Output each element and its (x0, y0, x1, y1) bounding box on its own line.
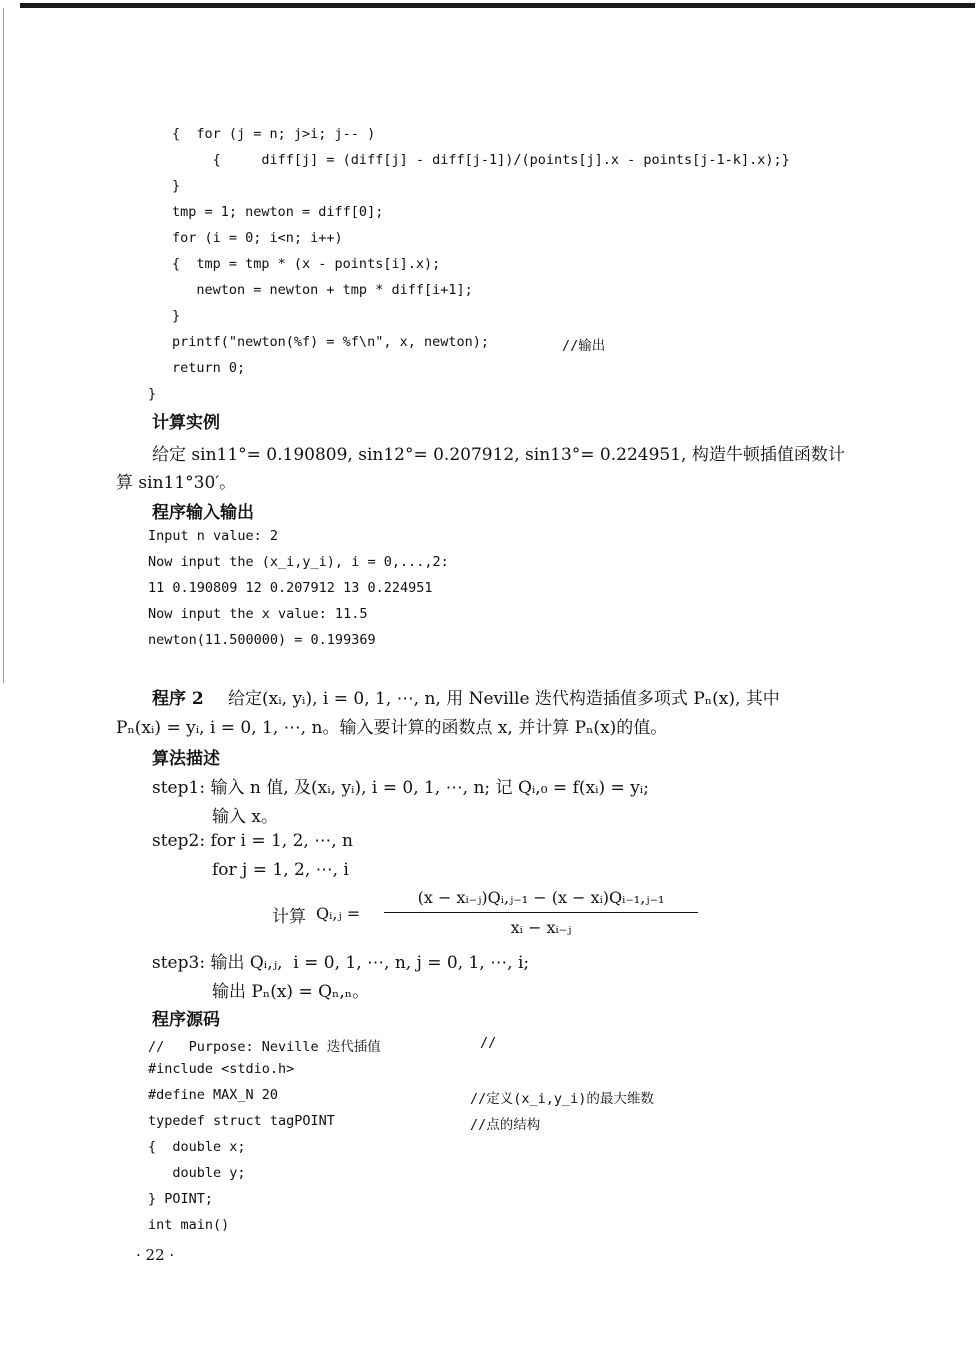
code-line: { tmp = tmp * (x - points[i].x); (172, 256, 441, 272)
program-description-line: Pₙ(xᵢ) = yᵢ, i = 0, 1, ⋯, n。输入要计算的函数点 x, 并计算 Pₙ(x)的值。 (116, 718, 668, 738)
io-line: newton(11.500000) = 0.199369 (148, 632, 376, 648)
fraction-bar (384, 912, 698, 913)
io-line: Now input the x value: 11.5 (148, 606, 368, 622)
io-line: Now input the (x_i,y_i), i = 0,...,2: (148, 554, 449, 570)
left-margin-line (3, 8, 4, 683)
code-line: { diff[j] = (diff[j] - diff[j-1])/(points[j].x - points[j-1-k].x);} (172, 152, 790, 168)
code-line: return 0; (172, 360, 246, 376)
source-heading: 程序源码 (152, 1010, 220, 1030)
page-number: · 22 · (136, 1246, 175, 1264)
example-text-line: 给定 sin11°= 0.190809, sin12°= 0.207912, sin13°= 0.224951, 构造牛顿插值函数计 (152, 445, 845, 465)
top-rule (20, 3, 975, 8)
code-comment: //定义(x_i,y_i)的最大维数 (470, 1091, 654, 1107)
code-comment: //输出 (562, 338, 606, 354)
code-line: for (i = 0; i<n; i++) (172, 230, 343, 246)
code-line: } (172, 308, 181, 324)
io-line: Input n value: 2 (148, 528, 279, 544)
algorithm-heading: 算法描述 (152, 749, 220, 769)
code-line: tmp = 1; newton = diff[0]; (172, 204, 384, 220)
code-line: double y; (148, 1165, 246, 1181)
code-line: { double x; (148, 1139, 246, 1155)
code-line: } POINT; (148, 1191, 214, 1207)
program-description-line: 给定(xᵢ, yᵢ), i = 0, 1, ⋯, n, 用 Neville 迭代构造插值多项式 Pₙ(x), 其中 (228, 689, 780, 709)
formula-numerator: (x − xᵢ₋ⱼ)Qᵢ,ⱼ₋₁ − (x − xᵢ)Qᵢ₋₁,ⱼ₋₁ (417, 888, 665, 907)
example-text-line: 算 sin11°30′。 (116, 473, 237, 493)
code-line: { for (j = n; j>i; j-- ) (172, 126, 376, 142)
formula-denominator: xᵢ − xᵢ₋ⱼ (510, 918, 572, 937)
code-line: #define MAX_N 20 (148, 1087, 279, 1103)
step3-line: step3: 输出 Qᵢ,ⱼ, i = 0, 1, ⋯, n, j = 0, 1, ⋯, i; (152, 953, 530, 973)
step1-line: 输入 x。 (212, 807, 278, 827)
step2-line: for j = 1, 2, ⋯, i (212, 860, 349, 880)
program-label: 程序 2 (152, 689, 204, 709)
step1-line: step1: 输入 n 值, 及(xᵢ, yᵢ), i = 0, 1, ⋯, n; 记 Qᵢ,₀ = f(xᵢ) = yᵢ; (152, 778, 649, 798)
code-line: } (148, 386, 157, 402)
code-line: // Purpose: Neville 迭代插值 (148, 1039, 381, 1055)
code-line: typedef struct tagPOINT (148, 1113, 335, 1129)
step2-line: step2: for i = 1, 2, ⋯, n (152, 831, 353, 851)
code-comment: // (480, 1035, 497, 1051)
code-line: } (172, 178, 181, 194)
code-line: newton = newton + tmp * diff[i+1]; (172, 282, 473, 298)
io-line: 11 0.190809 12 0.207912 13 0.224951 (148, 580, 433, 596)
code-line: #include <stdio.h> (148, 1061, 295, 1077)
formula-lhs: Qᵢ,ⱼ = (316, 904, 361, 923)
example-heading: 计算实例 (152, 413, 220, 433)
step3-line: 输出 Pₙ(x) = Qₙ,ₙ。 (212, 982, 370, 1002)
io-heading: 程序输入输出 (152, 503, 254, 523)
calc-label: 计算 (272, 907, 306, 927)
code-comment: //点的结构 (470, 1117, 541, 1133)
code-line: int main() (148, 1217, 230, 1233)
code-line: printf("newton(%f) = %f\n", x, newton); (172, 334, 489, 350)
